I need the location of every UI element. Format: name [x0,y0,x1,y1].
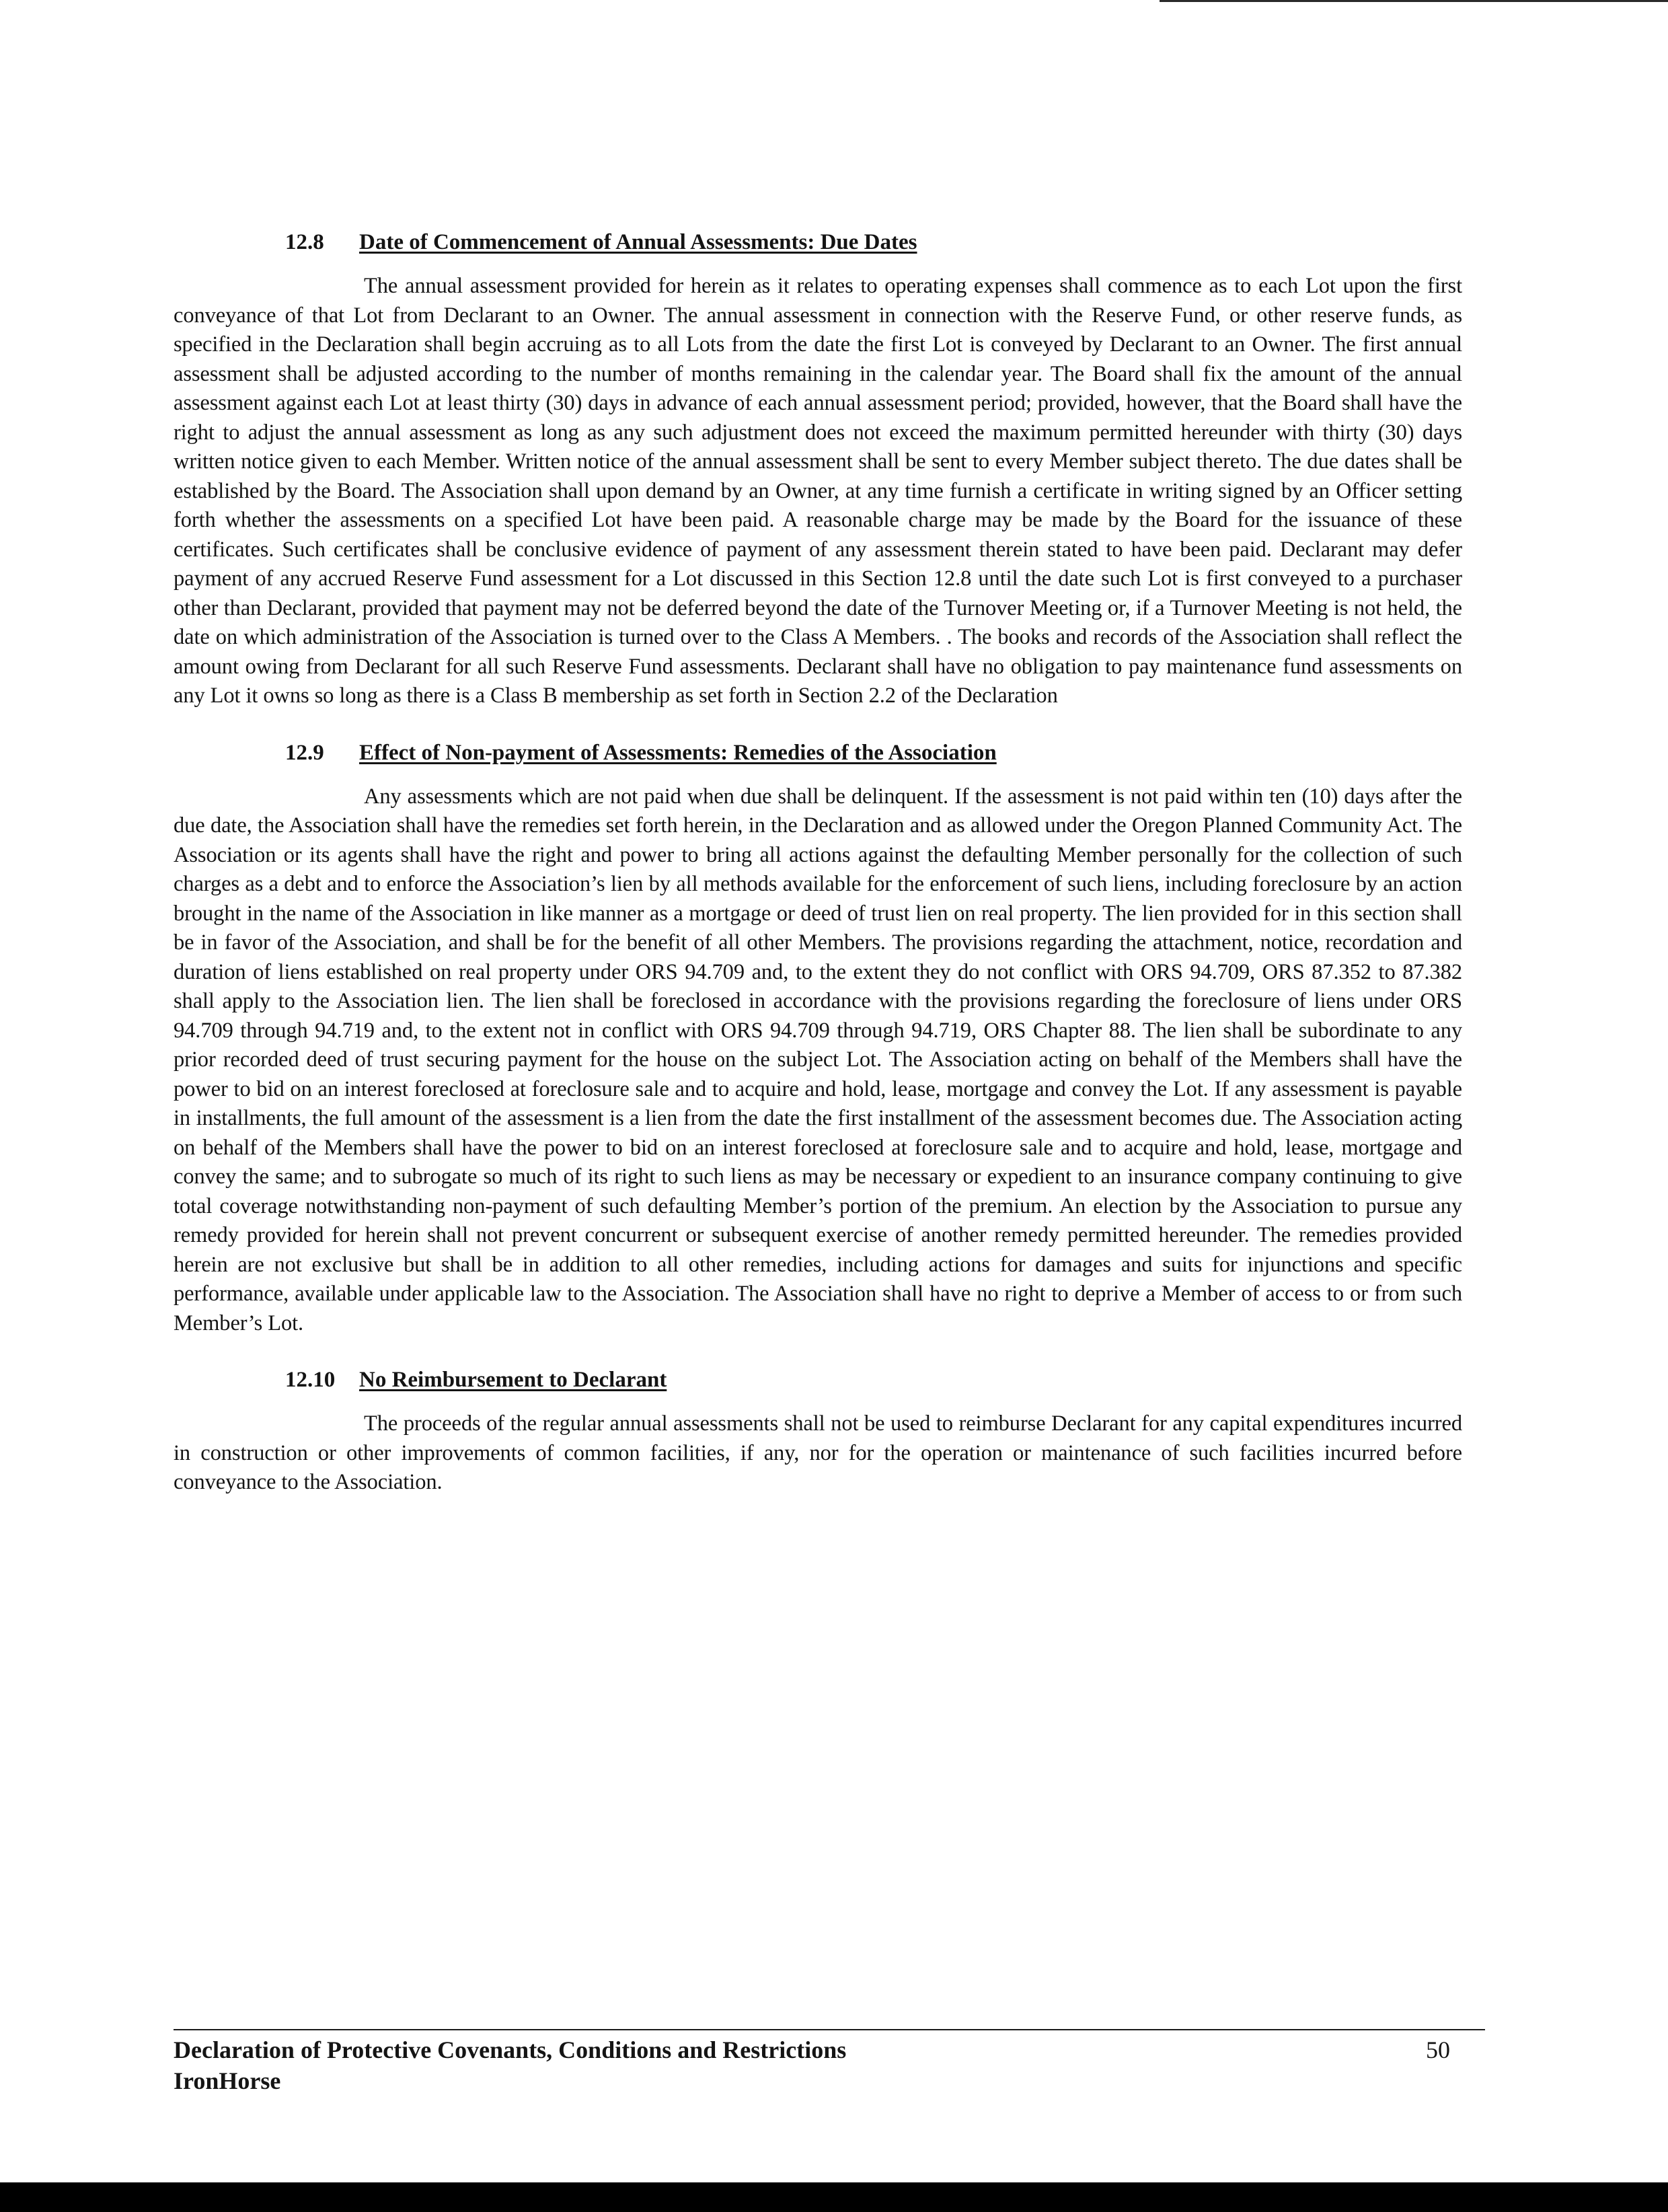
scan-bottom-bar [0,2182,1668,2212]
page-number: 50 [1426,2036,1450,2063]
section-heading [174,738,1462,768]
section-12-9 [174,738,1462,1339]
section-heading [174,227,1462,257]
section-title: No Reimbursement to Declarant [359,1368,667,1392]
document-body [174,227,1462,1524]
section-paragraph: The proceeds of the regular annual assessments shall not be used to reimburse Declarant for any capital expenditures incurred in construction or other improvements of common facilities, if any, nor for the operation or maintenance of such facilities incurred before conveyance to the Association. [174,1411,1462,1494]
page-footer [174,2029,1485,2096]
section-paragraph: The annual assessment provided for herein as it relates to operating expenses shall commence as to each Lot upon the first conveyance of that Lot from Declarant to an Owner. The annual assessment in connection with the Reserve Fund, or other reserve funds, as specified in the Declaration shall begin accruing as to all Lots from the date the first Lot is conveyed by Declarant to an Owner. The first annual assessment shall be adjusted according to the number of months remaining in the calendar year. The Board shall fix the amount of the annual assessment against each Lot at least thirty (30) days in advance of each annual assessment period; provided, however, that the Board shall have the right to adjust the annual assessment as long as any such adjustment does not exceed the maximum permitted hereunder with thirty (30) days written notice given to each Member. Written notice of the annual assessment shall be sent to every Member subject thereto. The due dates shall be established by the Board. The Association shall upon demand by an Owner, at any time furnish a certificate in writing signed by an Officer setting forth whether the assessments on a specified Lot have been paid. A reasonable charge may be made by the Board for the issuance of these certificates. Such certificates shall be conclusive evidence of payment of any assessment therein stated to have been paid. Declarant may defer payment of any accrued Reserve Fund assessment for a Lot discussed in this Section 12.8 until the date such Lot is first conveyed to a purchaser other than Declarant, provided that payment may not be deferred beyond the date of the Turnover Meeting or, if a Turnover Meeting is not held, the date on which administration of the Association is turned over to the Class A Members. . The books and records of the Association shall reflect the amount owing from Declarant for all such Reserve Fund assessments. Declarant shall have no obligation to pay maintenance fund assessments on any Lot it owns so long as there is a Class B membership as set forth in Section 2.2 of the Declaration [174,274,1462,708]
section-heading [174,1365,1462,1395]
section-12-8 [174,227,1462,711]
section-title: Date of Commencement of Annual Assessments: Due Dates [359,230,917,254]
footer-row [174,2034,1485,2065]
footer-subtitle: IronHorse [174,2067,281,2094]
scan-edge-mark [1160,0,1668,2]
section-number: 12.8 [285,230,324,254]
section-paragraph: Any assessments which are not paid when due shall be delinquent. If the assessment is not paid within ten (10) days after the due date, the Association shall have the remedies set forth herein, in the Declaration and as allowed under the Oregon Planned Community Act. The Association or its agents shall have the right and power to bring all actions against the defaulting Member personally for the collection of such charges as a debt and to enforce the Association’s lien by all methods available for the enforcement of such liens, including foreclosure by an action brought in the name of the Association in like manner as a mortgage or deed of trust lien on real property. The lien provided for in this section shall be in favor of the Association, and shall be for the benefit of all other Members. The provisions regarding the attachment, notice, recordation and duration of liens established on real property under ORS 94.709 and, to the extent they do not conflict with ORS 94.709, ORS 87.352 to 87.382 shall apply to the Association lien. The lien shall be foreclosed in accordance with the provisions regarding the foreclosure of liens under ORS 94.709 through 94.719 and, to the extent not in conflict with ORS 94.709 through 94.719, ORS Chapter 88. The lien shall be subordinate to any prior recorded deed of trust securing payment for the house on the subject Lot. The Association acting on behalf of the Members shall have the power to bid on an interest foreclosed at foreclosure sale and to acquire and hold, lease, mortgage and convey the Lot. If any assessment is payable in installments, the full amount of the assessment is a lien from the date the first installment of the assessment becomes due. The Association acting on behalf of the Members shall have the power to bid on an interest foreclosed at foreclosure sale and to acquire and hold, lease, mortgage and convey the same; and to subrogate so much of its right to such liens as may be necessary or expedient to an insurance company continuing to give total coverage notwithstanding non-payment of such defaulting Member’s portion of the premium. An election by the Association to pursue any remedy provided for herein shall not prevent concurrent or subsequent exercise of another remedy permitted hereunder. The remedies provided herein are not exclusive but shall be in addition to all other remedies, including actions for damages and suits for injunctions and specific performance, available under applicable law to the Association. The Association shall have no right to deprive a Member of access to or from such Member’s Lot. [174,784,1462,1335]
footer-document-title: Declaration of Protective Covenants, Conditions and Restrictions [174,2036,847,2063]
section-number: 12.10 [285,1368,336,1392]
section-12-10 [174,1365,1462,1498]
section-number: 12.9 [285,740,324,765]
section-title: Effect of Non-payment of Assessments: Remedies of the Association [359,740,997,765]
